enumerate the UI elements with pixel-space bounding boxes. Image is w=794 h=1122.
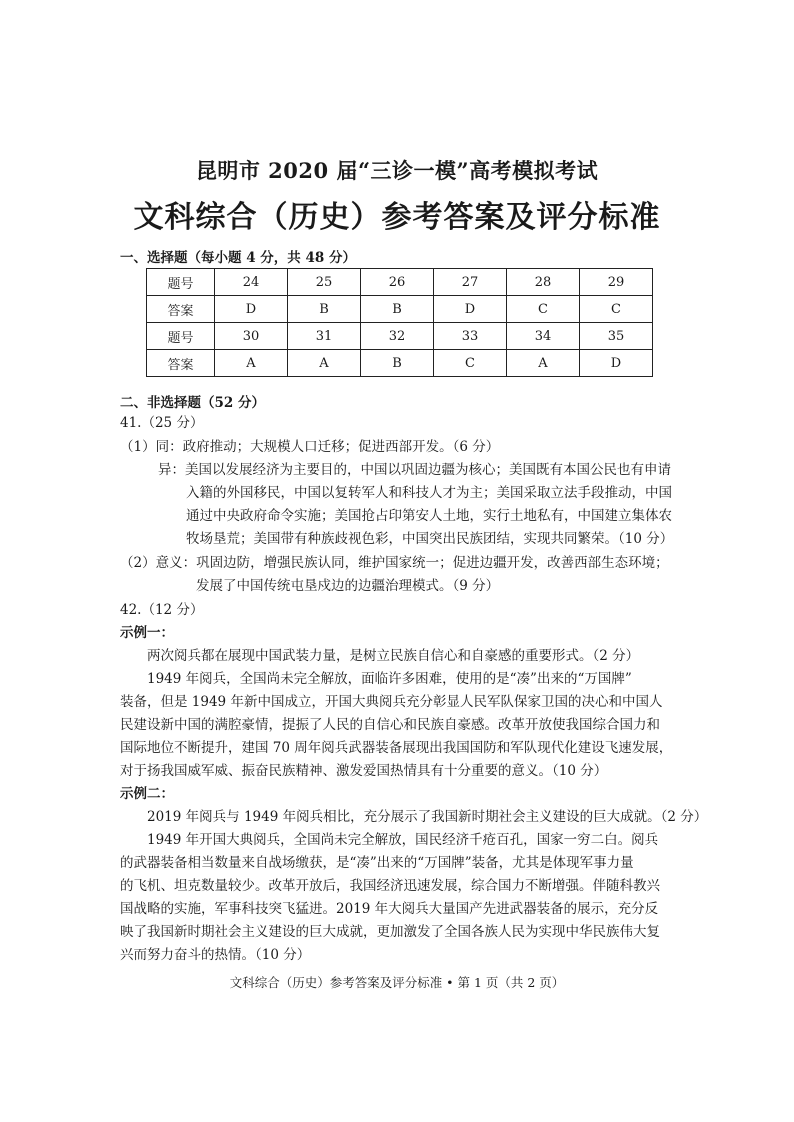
table-cell: C — [580, 296, 653, 323]
q41-diff-line: 牧场垦荒；美国带有种族歧视色彩，中国突出民族团结，实现共同繁荣。（10 分） — [186, 531, 674, 547]
table-cell: 32 — [361, 323, 434, 350]
table-cell: 27 — [434, 269, 507, 296]
section2-heading: 二、非选择题（52 分） — [120, 395, 265, 411]
table-cell: D — [215, 296, 288, 323]
example2-line: 的武器装备相当数量来自战场缴获，是“凑”出来的“万国牌”装备，尤其是体现军事力量 — [120, 855, 634, 871]
example1-line: 1949 年阅兵，全国尚未完全解放，面临许多困难，使用的是“凑”出来的“万国牌” — [147, 671, 632, 687]
q41-part2-line: 发展了中国传统屯垦戍边的边疆治理模式。（9 分） — [196, 578, 500, 594]
table-cell: B — [361, 350, 434, 377]
table-cell: B — [361, 296, 434, 323]
table-cell: B — [288, 296, 361, 323]
table-cell: A — [215, 350, 288, 377]
q41-diff-line: 入籍的外国移民，中国以复转军人和科技人才为主；美国采取立法手段推动，中国 — [186, 485, 672, 501]
q41-diff-line: 通过中央政府命令实施；美国抢占印第安人土地，实行土地私有，中国建立集体农 — [186, 508, 672, 524]
example1-label: 示例一： — [120, 625, 174, 641]
answer-table — [146, 268, 653, 377]
section1-heading: 一、选择题（每小题 4 分，共 48 分） — [120, 250, 356, 266]
table-cell: C — [507, 296, 580, 323]
example1-line: 民建设新中国的满腔豪情，提振了人民的自信心和民族自豪感。改革开放使我国综合国力和 — [120, 717, 660, 733]
q41-part1: （1）同：政府推动；大规模人口迁移；促进西部开发。（6 分） — [120, 439, 500, 455]
table-cell: 题号 — [147, 269, 215, 296]
example2-line: 2019 年阅兵与 1949 年阅兵相比，充分展示了我国新时期社会主义建设的巨大成就。（2 分） — [147, 809, 708, 825]
table-cell: 30 — [215, 323, 288, 350]
q41-label: 41.（25 分） — [120, 415, 204, 431]
table-cell: C — [434, 350, 507, 377]
example1-line: 对于扬我国威军威、振奋民族精神、激发爱国热情具有十分重要的意义。（10 分） — [120, 763, 608, 779]
example2-line: 1949 年开国大典阅兵，全国尚未完全解放，国民经济千疮百孔，国家一穷二白。阅兵 — [147, 832, 659, 848]
q42-label: 42.（12 分） — [120, 602, 204, 618]
table-cell: 34 — [507, 323, 580, 350]
example2-line: 映了我国新时期社会主义建设的巨大成就，更加激发了全国各族人民为实现中华民族伟大复 — [120, 924, 660, 940]
table-cell: D — [580, 350, 653, 377]
table-cell: 答案 — [147, 350, 215, 377]
example1-line: 装备，但是 1949 年新中国成立，开国大典阅兵充分彰显人民军队保家卫国的决心和中国人 — [120, 694, 663, 710]
example2-line: 国战略的实施，军事科技突飞猛进。2019 年大阅兵大量国产先进武器装备的展示，充分反 — [120, 901, 659, 917]
example1-line: 国际地位不断提升，建国 70 周年阅兵武器装备展现出我国国防和军队现代化建设飞速发展， — [120, 740, 673, 756]
q41-diff-line: 异：美国以发展经济为主要目的，中国以巩固边疆为核心；美国既有本国公民也有申请 — [158, 462, 671, 478]
table-row — [147, 296, 653, 323]
table-row — [147, 269, 653, 296]
example2-label: 示例二： — [120, 786, 174, 802]
table-cell: 26 — [361, 269, 434, 296]
exam-title: 昆明市 2020 届“三诊一模”高考模拟考试 — [195, 158, 599, 183]
example2-line: 兴而努力奋斗的热情。（10 分） — [120, 947, 311, 963]
table-cell: 31 — [288, 323, 361, 350]
table-cell: 25 — [288, 269, 361, 296]
table-cell: 24 — [215, 269, 288, 296]
table-cell: 29 — [580, 269, 653, 296]
table-row — [147, 350, 653, 377]
table-row — [147, 323, 653, 350]
table-cell: 28 — [507, 269, 580, 296]
page-footer: 文科综合（历史）参考答案及评分标准 • 第 1 页（共 2 页） — [229, 975, 565, 990]
table-cell: 题号 — [147, 323, 215, 350]
example1-line: 两次阅兵都在展现中国武装力量，是树立民族自信心和自豪感的重要形式。（2 分） — [147, 648, 640, 664]
table-cell: D — [434, 296, 507, 323]
table-cell: 答案 — [147, 296, 215, 323]
table-cell: A — [288, 350, 361, 377]
document-title: 文科综合（历史）参考答案及评分标准 — [133, 200, 661, 235]
table-cell: 33 — [434, 323, 507, 350]
q41-part2-line: （2）意义：巩固边防，增强民族认同，维护国家统一；促进边疆开发，改善西部生态环境； — [120, 555, 669, 571]
table-cell: 35 — [580, 323, 653, 350]
table-cell: A — [507, 350, 580, 377]
example2-line: 的飞机、坦克数量较少。改革开放后，我国经济迅速发展，综合国力不断增强。伴随科教兴 — [120, 878, 660, 894]
